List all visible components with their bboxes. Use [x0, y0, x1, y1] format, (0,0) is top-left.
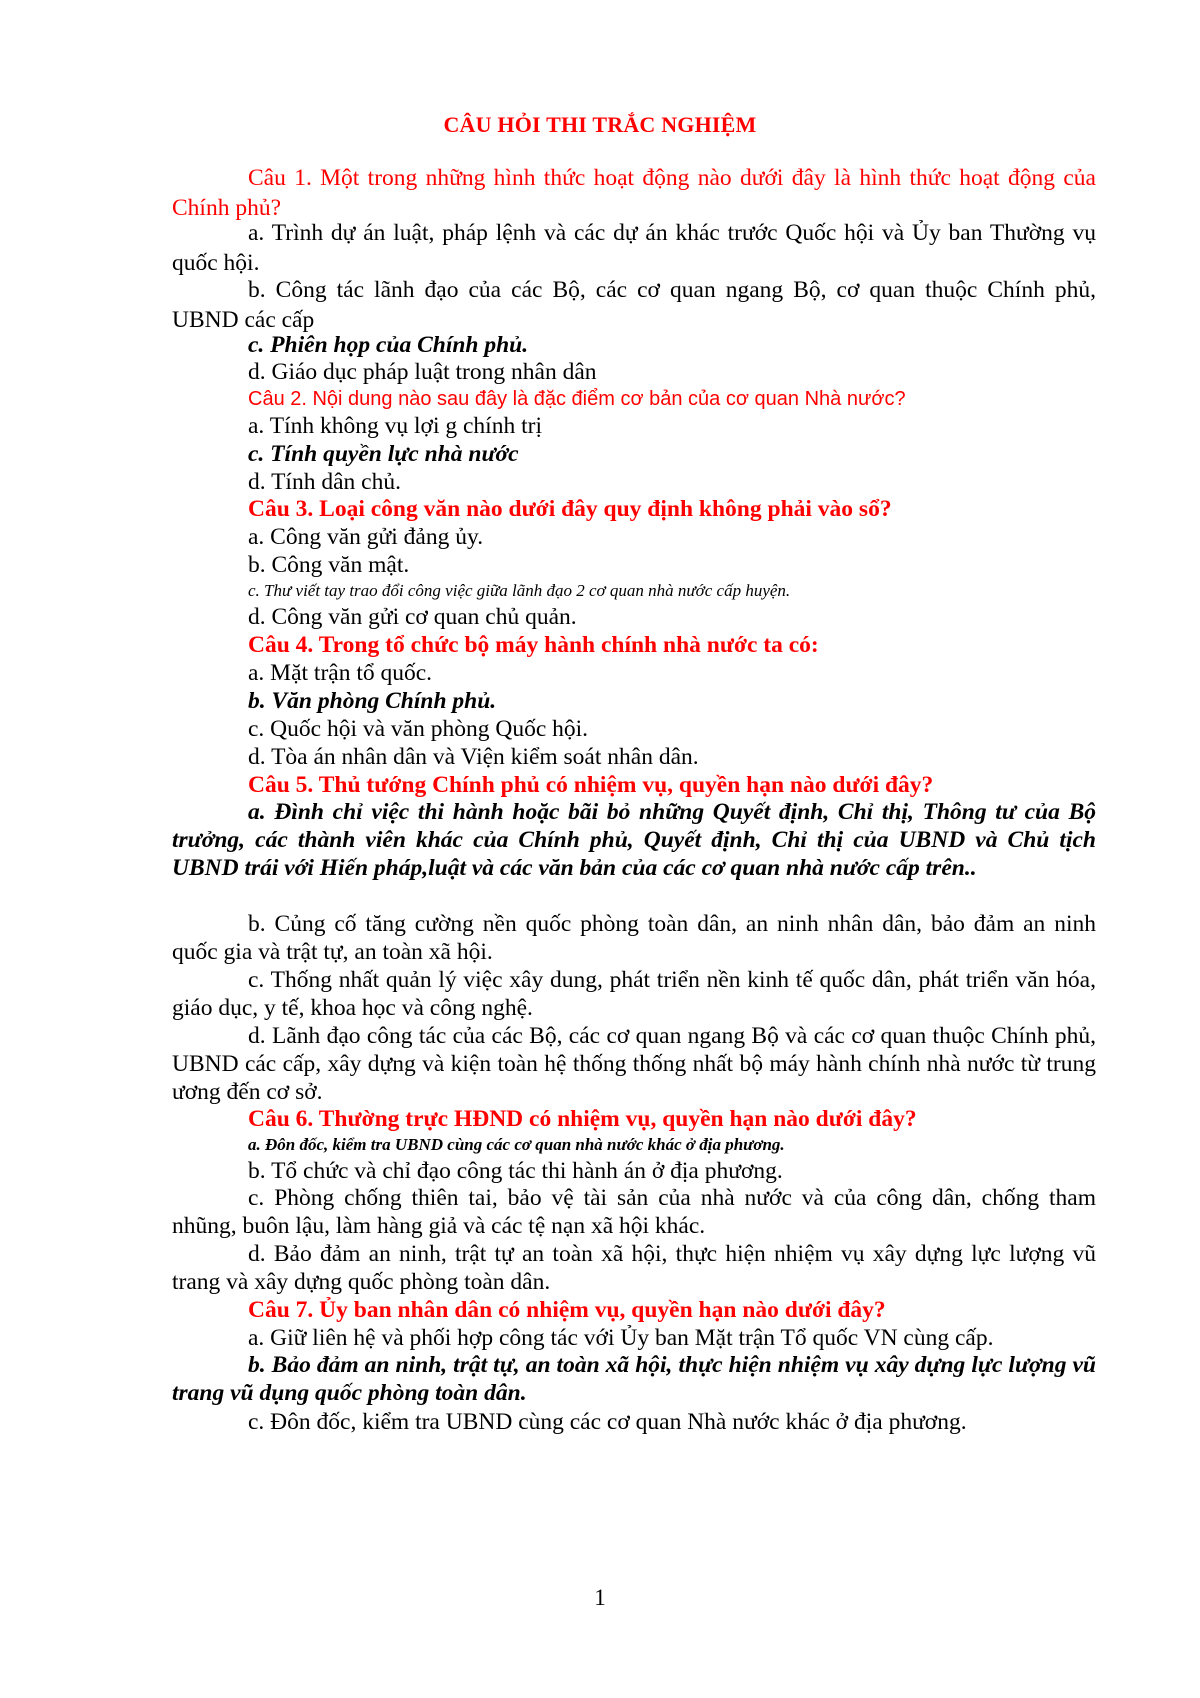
q2-option-c-answer: c. Tính quyền lực nhà nước — [248, 441, 519, 467]
q6-option-d: d. Bảo đảm an ninh, trật tự an toàn xã hội, thực hiện nhiệm vụ xây dựng lực lượng vũ trang và xây dựng quốc phòng toàn dân. — [172, 1241, 1096, 1295]
question-3: Câu 3. Loại công văn nào dưới đây quy định không phải vào sổ? — [248, 496, 892, 522]
q4-option-c: c. Quốc hội và văn phòng Quốc hội. — [248, 716, 589, 742]
q5-option-a-answer: a. Đình chỉ việc thi hành hoặc bãi bỏ những Quyết định, Chỉ thị, Thông tư của Bộ trưởng, các thành viên khác của Chính phủ, Quyết định, Chỉ thị của UBND và Chủ tịch UBND trái với Hiến pháp,luật và các văn bản của các cơ quan nhà nước cấp trên.. — [172, 799, 1096, 881]
q6-option-b: b. Tổ chức và chỉ đạo công tác thi hành án ở địa phương. — [248, 1158, 783, 1184]
document-title: CÂU HỎI THI TRẮC NGHIỆM — [443, 112, 757, 137]
q5-option-c: c. Thống nhất quản lý việc xây dung, phát triển nền kinh tế quốc dân, phát triển văn hóa, giáo dục, y tế, khoa học và công nghệ. — [172, 967, 1096, 1021]
q1-option-b: b. Công tác lãnh đạo của các Bộ, các cơ quan ngang Bộ, cơ quan thuộc Chính phủ, UBND các cấp — [172, 277, 1096, 333]
q4-option-a: a. Mặt trận tổ quốc. — [248, 660, 433, 686]
q2-option-a: a. Tính không vụ lợi g chính trị — [248, 413, 542, 439]
q2-option-d: d. Tính dân chủ. — [248, 469, 401, 495]
q1-option-c-answer: c. Phiên họp của Chính phủ. — [248, 332, 529, 358]
q7-option-b-answer: b. Bảo đảm an ninh, trật tự, an toàn xã hội, thực hiện nhiệm vụ xây dựng lực lượng vũ trang vũ dụng quốc phòng toàn dân. — [172, 1352, 1096, 1406]
q5-option-b: b. Củng cố tăng cường nền quốc phòng toàn dân, an ninh nhân dân, bảo đảm an ninh quốc gia và trật tự, an toàn xã hội. — [172, 911, 1096, 965]
q3-option-a: a. Công văn gửi đảng ủy. — [248, 524, 484, 550]
q3-option-c-answer: c. Thư viết tay trao đổi công việc giữa lãnh đạo 2 cơ quan nhà nước cấp huyện. — [248, 581, 791, 600]
q7-option-c: c. Đôn đốc, kiểm tra UBND cùng các cơ quan Nhà nước khác ở địa phương. — [248, 1409, 967, 1435]
q3-option-d: d. Công văn gửi cơ quan chủ quản. — [248, 604, 577, 630]
q6-option-c: c. Phòng chống thiên tai, bảo vệ tài sản của nhà nước và của công dân, chống tham nhũng, buôn lậu, làm hàng giả và các tệ nạn xã hội khác. — [172, 1185, 1096, 1239]
q5-option-d: d. Lãnh đạo công tác của các Bộ, các cơ quan ngang Bộ và các cơ quan thuộc Chính phủ, UBND các cấp, xây dựng và kiện toàn hệ thống thống nhất bộ máy hành chính nhà nước từ trung ương đến cơ sở. — [172, 1023, 1096, 1105]
question-4: Câu 4. Trong tổ chức bộ máy hành chính nhà nước ta có: — [248, 632, 819, 658]
question-5: Câu 5. Thủ tướng Chính phủ có nhiệm vụ, quyền hạn nào dưới đây? — [248, 772, 934, 798]
page-number: 1 — [594, 1585, 606, 1610]
question-2: Câu 2. Nội dung nào sau đây là đặc điểm cơ bản của cơ quan Nhà nước? — [248, 388, 906, 410]
q4-option-d: d. Tòa án nhân dân và Viện kiểm soát nhân dân. — [248, 744, 699, 770]
question-6: Câu 6. Thường trực HĐND có nhiệm vụ, quyền hạn nào dưới đây? — [248, 1106, 917, 1132]
q6-option-a-answer: a. Đôn đốc, kiểm tra UBND cùng các cơ quan nhà nước khác ở địa phương. — [248, 1135, 785, 1154]
q7-option-a: a. Giữ liên hệ và phối hợp công tác với Ủy ban Mặt trận Tổ quốc VN cùng cấp. — [248, 1325, 994, 1351]
q1-option-a: a. Trình dự án luật, pháp lệnh và các dự án khác trước Quốc hội và Ủy ban Thường vụ quốc hội. — [172, 220, 1096, 276]
q4-option-b-answer: b. Văn phòng Chính phủ. — [248, 688, 497, 714]
q3-option-b: b. Công văn mật. — [248, 552, 410, 578]
q1-option-d: d. Giáo dục pháp luật trong nhân dân — [248, 359, 597, 385]
question-7: Câu 7. Ủy ban nhân dân có nhiệm vụ, quyền hạn nào dưới đây? — [248, 1297, 886, 1323]
question-1: Câu 1. Một trong những hình thức hoạt động nào dưới đây là hình thức hoạt động của Chính phủ? — [172, 165, 1096, 221]
